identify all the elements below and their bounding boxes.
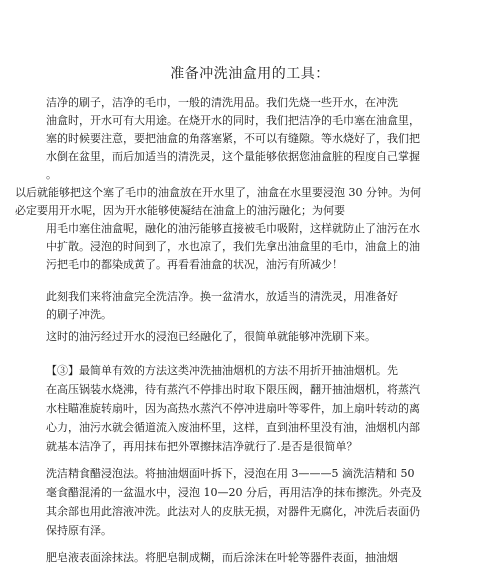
document-title: 准备冲洗油盒用的工具： bbox=[170, 66, 330, 82]
paragraph-line: 塞的时候要注意，要把油盒的角落塞紧，不可以有缝隙。等水烧好了，我们把 bbox=[46, 132, 420, 145]
paragraph-line: 用毛巾塞住油盒呢，融化的油污能够直接被毛巾吸附，这样就防止了油污在水 bbox=[46, 222, 420, 235]
paragraph-line: 以后就能够把这个塞了毛巾的油盒放在开水里了，油盒在水里要浸泡 30 分钟。为何 bbox=[15, 186, 421, 199]
paragraph-line: 这时的油污经过开水的浸泡已经融化了，很简单就能够冲洗刷下来。 bbox=[46, 330, 376, 343]
paragraph-line: 污把毛巾的都染成黄了。再看看油盒的状况，油污有所减少！ bbox=[46, 258, 343, 271]
paragraph-line: 心力，油污水就会循道流入废油杯里，这样，直到油杯里没有油，油烟机内部 bbox=[46, 421, 420, 434]
paragraph-line: 油盒时，开水可有大用途。在烧开水的同时，我们把洁净的毛巾塞在油盒里， bbox=[46, 114, 420, 127]
paragraph-line: 【③】最简单有效的方法这类冲洗抽油烟机的方法不用折开抽油烟机。先 bbox=[46, 364, 398, 377]
paragraph-line: 的刷子冲洗。 bbox=[46, 308, 112, 321]
paragraph-line: 。 bbox=[46, 168, 57, 181]
paragraph-line: 洁净的刷子，洁净的毛巾，一般的清洗用品。我们先烧一些开水，在冲洗 bbox=[46, 96, 398, 109]
paragraph-line: 毫食醋混淆的一盆温水中，浸泡 10—20 分后，再用洁净的抹布擦洗。外壳及 bbox=[46, 486, 422, 499]
paragraph-line: 就基本洁净了，再用抹布把外罩擦抹洁净就行了.是否是很简单？ bbox=[46, 440, 358, 453]
paragraph-line: 水柱瞄准旋转扇叶，因为高热水蒸汽不停冲进扇叶等零件，加上扇叶转动的离 bbox=[46, 402, 420, 415]
paragraph-line: 此刻我们来将油盒完全洗洁净。换一盆清水，放适当的清洗灵，用准备好 bbox=[46, 290, 398, 303]
paragraph-line: 其余部也用此溶液冲洗。此法对人的皮肤无损，对器件无腐化，冲洗后表面仍 bbox=[46, 505, 420, 518]
paragraph-line: 保持原有泽。 bbox=[46, 524, 112, 537]
paragraph-line: 水倒在盆里，而后加适当的清洗灵，这个量能够依据您油盒脏的程度自己掌握 bbox=[46, 150, 420, 163]
paragraph-line: 中扩散。浸泡的时间到了，水也凉了，我们先拿出油盒里的毛巾，油盒上的油 bbox=[46, 240, 420, 253]
paragraph-line: 必定要用开水呢，因为开水能够使凝结在油盒上的油污融化；为何要 bbox=[15, 204, 345, 217]
paragraph-line: 在高压锅装水烧沸，待有蒸汽不停排出时取下限压阀，翻开抽油烟机，将蒸汽 bbox=[46, 383, 420, 396]
paragraph-line: 肥皂液表面涂抹法。将肥皂制成糊，而后涂沫在叶轮等器件表面，抽油烟 bbox=[46, 551, 398, 564]
paragraph-line: 洗洁精食醋浸泡法。将抽油烟面叶拆下，浸泡在用 3———5 滴洗洁精和 50 bbox=[46, 467, 415, 480]
